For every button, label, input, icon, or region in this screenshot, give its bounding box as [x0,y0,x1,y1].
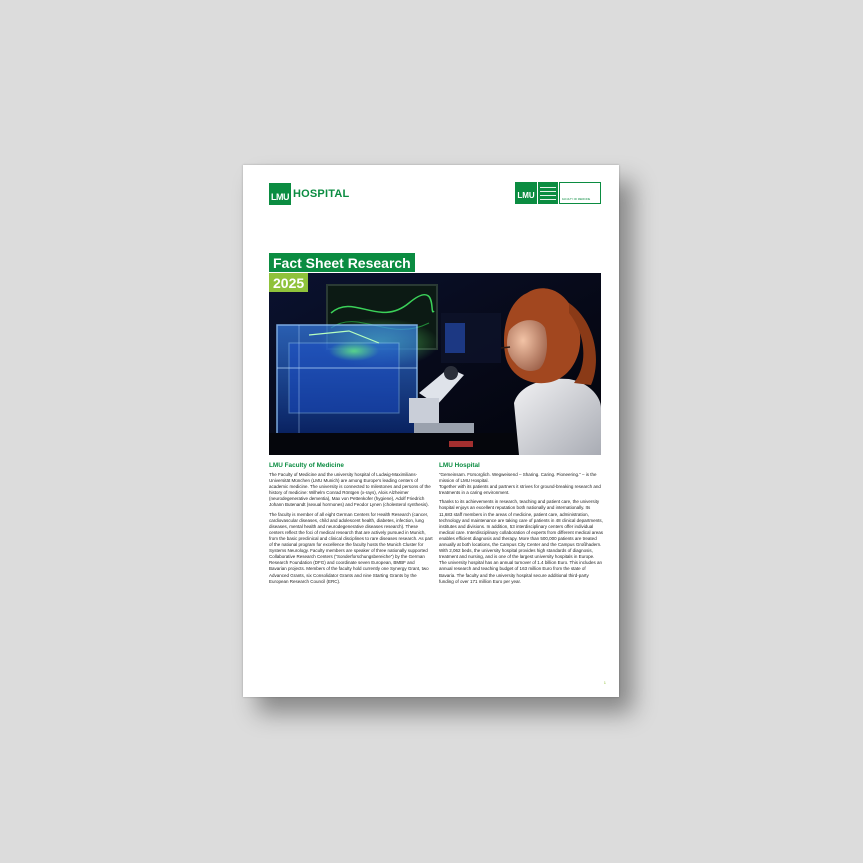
faculty-heading: LMU Faculty of Medicine [269,462,344,469]
hospital-heading: LMU Hospital [439,462,480,469]
document-page [243,165,619,697]
faculty-paragraph-2: The faculty is member of all eight German Centers for Health Research (cancer, cardiovascular diseases, child and adolescent health, diabetes, infection, lung diseases, mental health and neurodegenerative diseases research). These centers reflect the foci of medical research that are actively pursued in Munich, from the basic preclinical and clinical disciplines to rare diseases research. As part of the national program for excellence the faculty hosts the Munich Cluster for Systems Neurology. Faculty members are speaker of three nationally supported Collaborative Research Centers (“Sonderforschungsbereiche”) by the German Research Foundation (DFG) and coordinate seven European, BMBF and Bavarian projects. Members of the faculty hold currently one Synergy Grant, two Advanced Grants, six Consolidator Grants and nine Starting Grants by the European Research Council (ERC). [269,511,433,584]
lmu-logo-mark: LMU [269,183,291,205]
hospital-paragraph-2: Together with its patients and partners it strives for ground-breaking research and treatments in a caring environment. [439,484,601,496]
faculty-name-box [559,182,601,204]
faculty-column [269,462,433,588]
lmu-university-logo-mark: LMU [515,182,537,204]
faculty-paragraph-1: The Faculty of Medicine and the university hospital of Ludwig-Maximilians-Universität München (LMU Munich) are among Europe’s leading centers of academic medicine. The university is connected to milestones and persons of the history of medicine: Wilhelm Conrad Röntgen (x-rays), Alois Alzheimer (neurodegenerative dementia), Max von Pettenkofer (hygiene), Adolf Friedrich Johann Butenandt (sexual hormones) and Feodor Lynen (cholesterol synthesis). [269,472,431,508]
hospital-wordmark: HOSPITAL [293,188,350,200]
page-number: 1 [603,680,606,685]
hero-photo-lab-scientist [269,273,601,455]
lmu-hospital-logo [269,183,349,205]
hospital-paragraph-3: Thanks to its achievements in research, teaching and patient care, the university hospital enjoys an excellent reputation both nationally and internationally. Its 11,683 staff members in the areas of medicine, patient care, administration, technology and maintenance are taking care of patients in 48 clinical departments, institutes and divisions. In addition, 53 interdisciplinary centers offer individual medical care. Interdisciplinary collaboration of experts from different medical areas enables efficient diagnosis and therapy. More than 500,000 patients are treated annually at both locations, the Campus City Center and the Campus Großhadern. With 2,062 beds, the university hospital provides high standards of diagnosis, treatment and nursing, and is one of the largest university hospitals in Europe. The university hospital has an annual turnover of 1.4 billion Euro. This includes an annual research and teaching budget of 163 million Euro from the state of Bavaria. The faculty and the university hospital secure additional third-party funding of over 171 million Euro per year. [439,499,603,584]
university-name-block [538,182,558,204]
hospital-mission: “Gemeinsam. Fürsorglich. Wegweisend – Sharing. Caring. Pioneering.” – is the mission of LMU Hospital. [439,472,597,484]
page-title: Fact Sheet Research [269,253,415,272]
faculty-logo [515,182,601,204]
title-year-badge: 2025 [269,273,308,292]
faculty-label: FACULTY OF MEDICINE [562,198,591,201]
hospital-column [439,462,603,588]
